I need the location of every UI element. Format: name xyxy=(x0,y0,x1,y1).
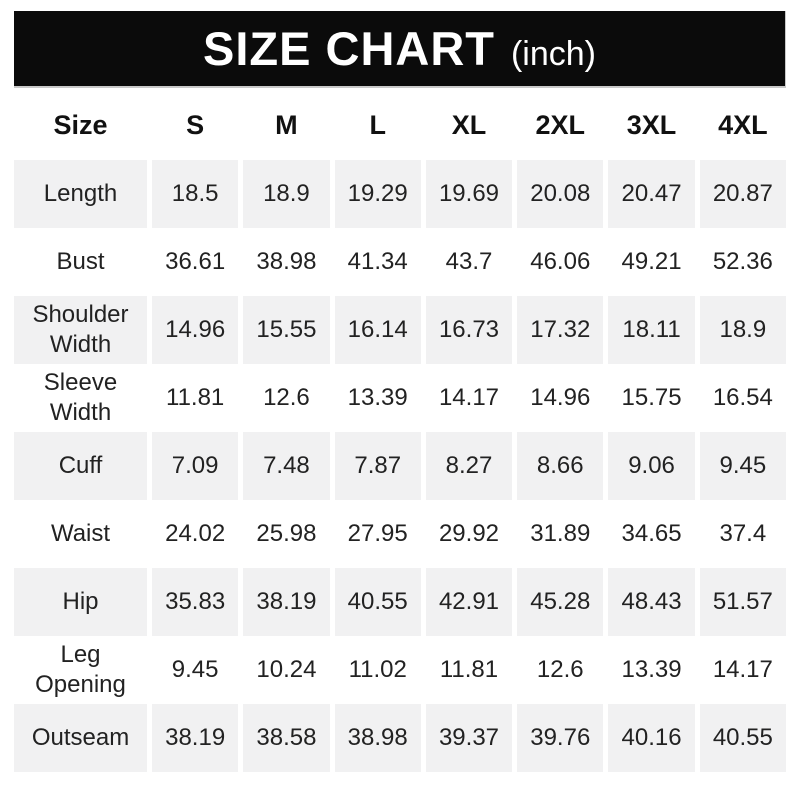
value-cell: 35.83 xyxy=(152,568,238,636)
row-label: Bust xyxy=(14,228,147,296)
table-row xyxy=(14,228,786,296)
value-cell: 16.73 xyxy=(426,296,512,364)
banner-unit-label: (inch) xyxy=(510,35,597,73)
value-cell: 10.24 xyxy=(243,636,329,704)
value-cell: 19.29 xyxy=(335,160,421,228)
value-cell: 49.21 xyxy=(608,228,694,296)
row-label: Sleeve Width xyxy=(14,364,147,432)
column-header-s: S xyxy=(152,92,238,160)
value-cell: 29.92 xyxy=(426,500,512,568)
table-row xyxy=(14,364,786,432)
value-cell: 43.7 xyxy=(426,228,512,296)
value-cell: 34.65 xyxy=(608,500,694,568)
table-row xyxy=(14,636,786,704)
value-cell: 20.08 xyxy=(517,160,603,228)
value-cell: 14.96 xyxy=(517,364,603,432)
value-cell: 9.45 xyxy=(700,432,786,500)
value-cell: 7.48 xyxy=(243,432,329,500)
row-label: Leg Opening xyxy=(14,636,147,704)
value-cell: 38.19 xyxy=(152,704,238,772)
value-cell: 18.9 xyxy=(700,296,786,364)
table-row xyxy=(14,296,786,364)
value-cell: 37.4 xyxy=(700,500,786,568)
size-chart-banner xyxy=(14,11,786,88)
value-cell: 13.39 xyxy=(335,364,421,432)
column-header-2xl: 2XL xyxy=(517,92,603,160)
value-cell: 51.57 xyxy=(700,568,786,636)
column-header-3xl: 3XL xyxy=(608,92,694,160)
table-row xyxy=(14,432,786,500)
value-cell: 14.96 xyxy=(152,296,238,364)
value-cell: 9.45 xyxy=(152,636,238,704)
table-row xyxy=(14,704,786,772)
column-header-l: L xyxy=(335,92,421,160)
value-cell: 11.02 xyxy=(335,636,421,704)
banner-text xyxy=(203,21,596,76)
value-cell: 52.36 xyxy=(700,228,786,296)
value-cell: 20.87 xyxy=(700,160,786,228)
value-cell: 11.81 xyxy=(152,364,238,432)
value-cell: 15.75 xyxy=(608,364,694,432)
column-header-4xl: 4XL xyxy=(700,92,786,160)
column-header-m: M xyxy=(243,92,329,160)
row-label: Waist xyxy=(14,500,147,568)
value-cell: 7.87 xyxy=(335,432,421,500)
size-table xyxy=(9,92,791,772)
value-cell: 46.06 xyxy=(517,228,603,296)
value-cell: 7.09 xyxy=(152,432,238,500)
table-row xyxy=(14,500,786,568)
value-cell: 11.81 xyxy=(426,636,512,704)
value-cell: 12.6 xyxy=(243,364,329,432)
value-cell: 42.91 xyxy=(426,568,512,636)
row-label: Cuff xyxy=(14,432,147,500)
value-cell: 8.27 xyxy=(426,432,512,500)
value-cell: 12.6 xyxy=(517,636,603,704)
value-cell: 27.95 xyxy=(335,500,421,568)
size-table-body xyxy=(14,160,786,772)
value-cell: 15.55 xyxy=(243,296,329,364)
value-cell: 25.98 xyxy=(243,500,329,568)
value-cell: 38.58 xyxy=(243,704,329,772)
value-cell: 41.34 xyxy=(335,228,421,296)
value-cell: 8.66 xyxy=(517,432,603,500)
value-cell: 40.55 xyxy=(335,568,421,636)
value-cell: 18.5 xyxy=(152,160,238,228)
size-table-header xyxy=(14,92,786,160)
value-cell: 20.47 xyxy=(608,160,694,228)
value-cell: 36.61 xyxy=(152,228,238,296)
value-cell: 31.89 xyxy=(517,500,603,568)
value-cell: 18.9 xyxy=(243,160,329,228)
row-label: Outseam xyxy=(14,704,147,772)
column-header-xl: XL xyxy=(426,92,512,160)
value-cell: 24.02 xyxy=(152,500,238,568)
value-cell: 18.11 xyxy=(608,296,694,364)
value-cell: 19.69 xyxy=(426,160,512,228)
value-cell: 9.06 xyxy=(608,432,694,500)
size-table-wrapper xyxy=(0,92,800,772)
value-cell: 14.17 xyxy=(426,364,512,432)
value-cell: 17.32 xyxy=(517,296,603,364)
value-cell: 40.16 xyxy=(608,704,694,772)
value-cell: 16.54 xyxy=(700,364,786,432)
row-label: Shoulder Width xyxy=(14,296,147,364)
value-cell: 16.14 xyxy=(335,296,421,364)
column-header-size: Size xyxy=(14,92,147,160)
banner-title: SIZE CHART xyxy=(202,22,495,75)
table-row xyxy=(14,160,786,228)
header-row xyxy=(14,92,786,160)
value-cell: 38.98 xyxy=(243,228,329,296)
value-cell: 38.98 xyxy=(335,704,421,772)
value-cell: 40.55 xyxy=(700,704,786,772)
table-row xyxy=(14,568,786,636)
value-cell: 39.37 xyxy=(426,704,512,772)
value-cell: 45.28 xyxy=(517,568,603,636)
value-cell: 13.39 xyxy=(608,636,694,704)
row-label: Length xyxy=(14,160,147,228)
value-cell: 48.43 xyxy=(608,568,694,636)
value-cell: 38.19 xyxy=(243,568,329,636)
value-cell: 39.76 xyxy=(517,704,603,772)
row-label: Hip xyxy=(14,568,147,636)
value-cell: 14.17 xyxy=(700,636,786,704)
